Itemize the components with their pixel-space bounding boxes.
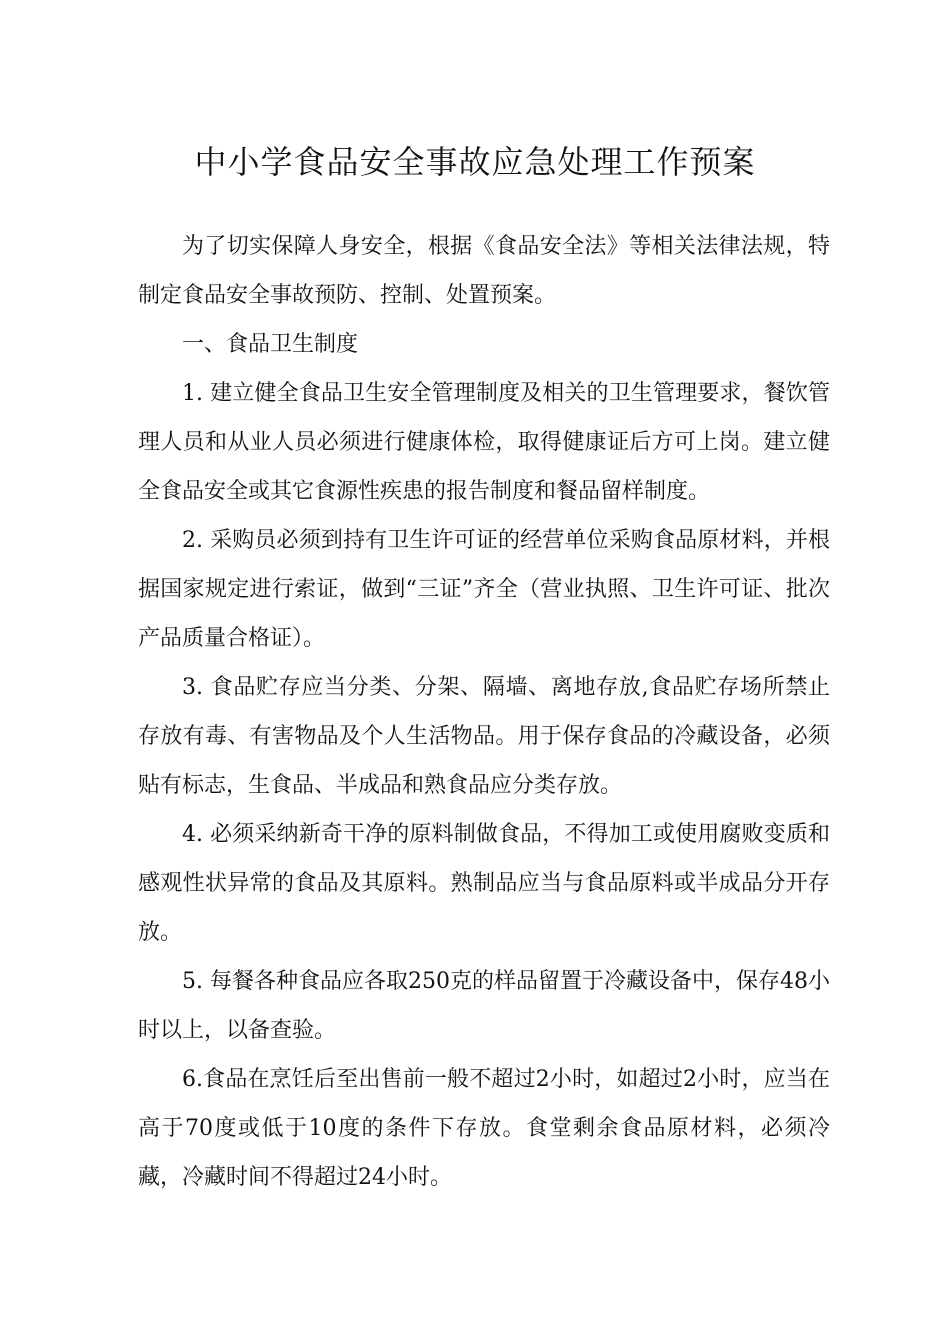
paragraph-intro: 为了切实保障人身安全，根据《食品安全法》等相关法律法规，特制定食品安全事故预防、控制、处置预案。	[138, 234, 830, 308]
document-title: 中小学食品安全事故应急处理工作预案	[194, 143, 756, 181]
document-body	[138, 222, 830, 1202]
paragraph-item-6: 6.食品在烹饪后至出售前一般不超过2小时，如超过2小时，应当在高于70度或低于10度的条件下存放。食堂剩余食品原材料，必须冷藏，冷藏时间不得超过24小时。	[138, 1067, 830, 1190]
paragraph-item-2: 2. 采购员必须到持有卫生许可证的经营单位采购食品原材料，并根据国家规定进行索证，做到“三证”齐全（营业执照、卫生许可证、批次产品质量合格证）。	[138, 528, 830, 651]
paragraph-item-5: 5. 每餐各种食品应各取250克的样品留置于冷藏设备中，保存48小时以上，以备查验。	[138, 969, 830, 1043]
paragraph-item-1: 1. 建立健全食品卫生安全管理制度及相关的卫生管理要求，餐饮管理人员和从业人员必须进行健康体检，取得健康证后方可上岗。建立健全食品安全或其它食源性疾患的报告制度和餐品留样制度。	[138, 381, 830, 504]
paragraph-item-4: 4. 必须采纳新奇干净的原料制做食品，不得加工或使用腐败变质和感观性状异常的食品及其原料。熟制品应当与食品原料或半成品分开存放。	[138, 822, 830, 945]
paragraph-item-3: 3. 食品贮存应当分类、分架、隔墙、离地存放,食品贮存场所禁止存放有毒、有害物品及个人生活物品。用于保存食品的冷藏设备，必须贴有标志，生食品、半成品和熟食品应分类存放。	[138, 675, 830, 798]
section-heading: 一、食品卫生制度	[182, 332, 359, 357]
